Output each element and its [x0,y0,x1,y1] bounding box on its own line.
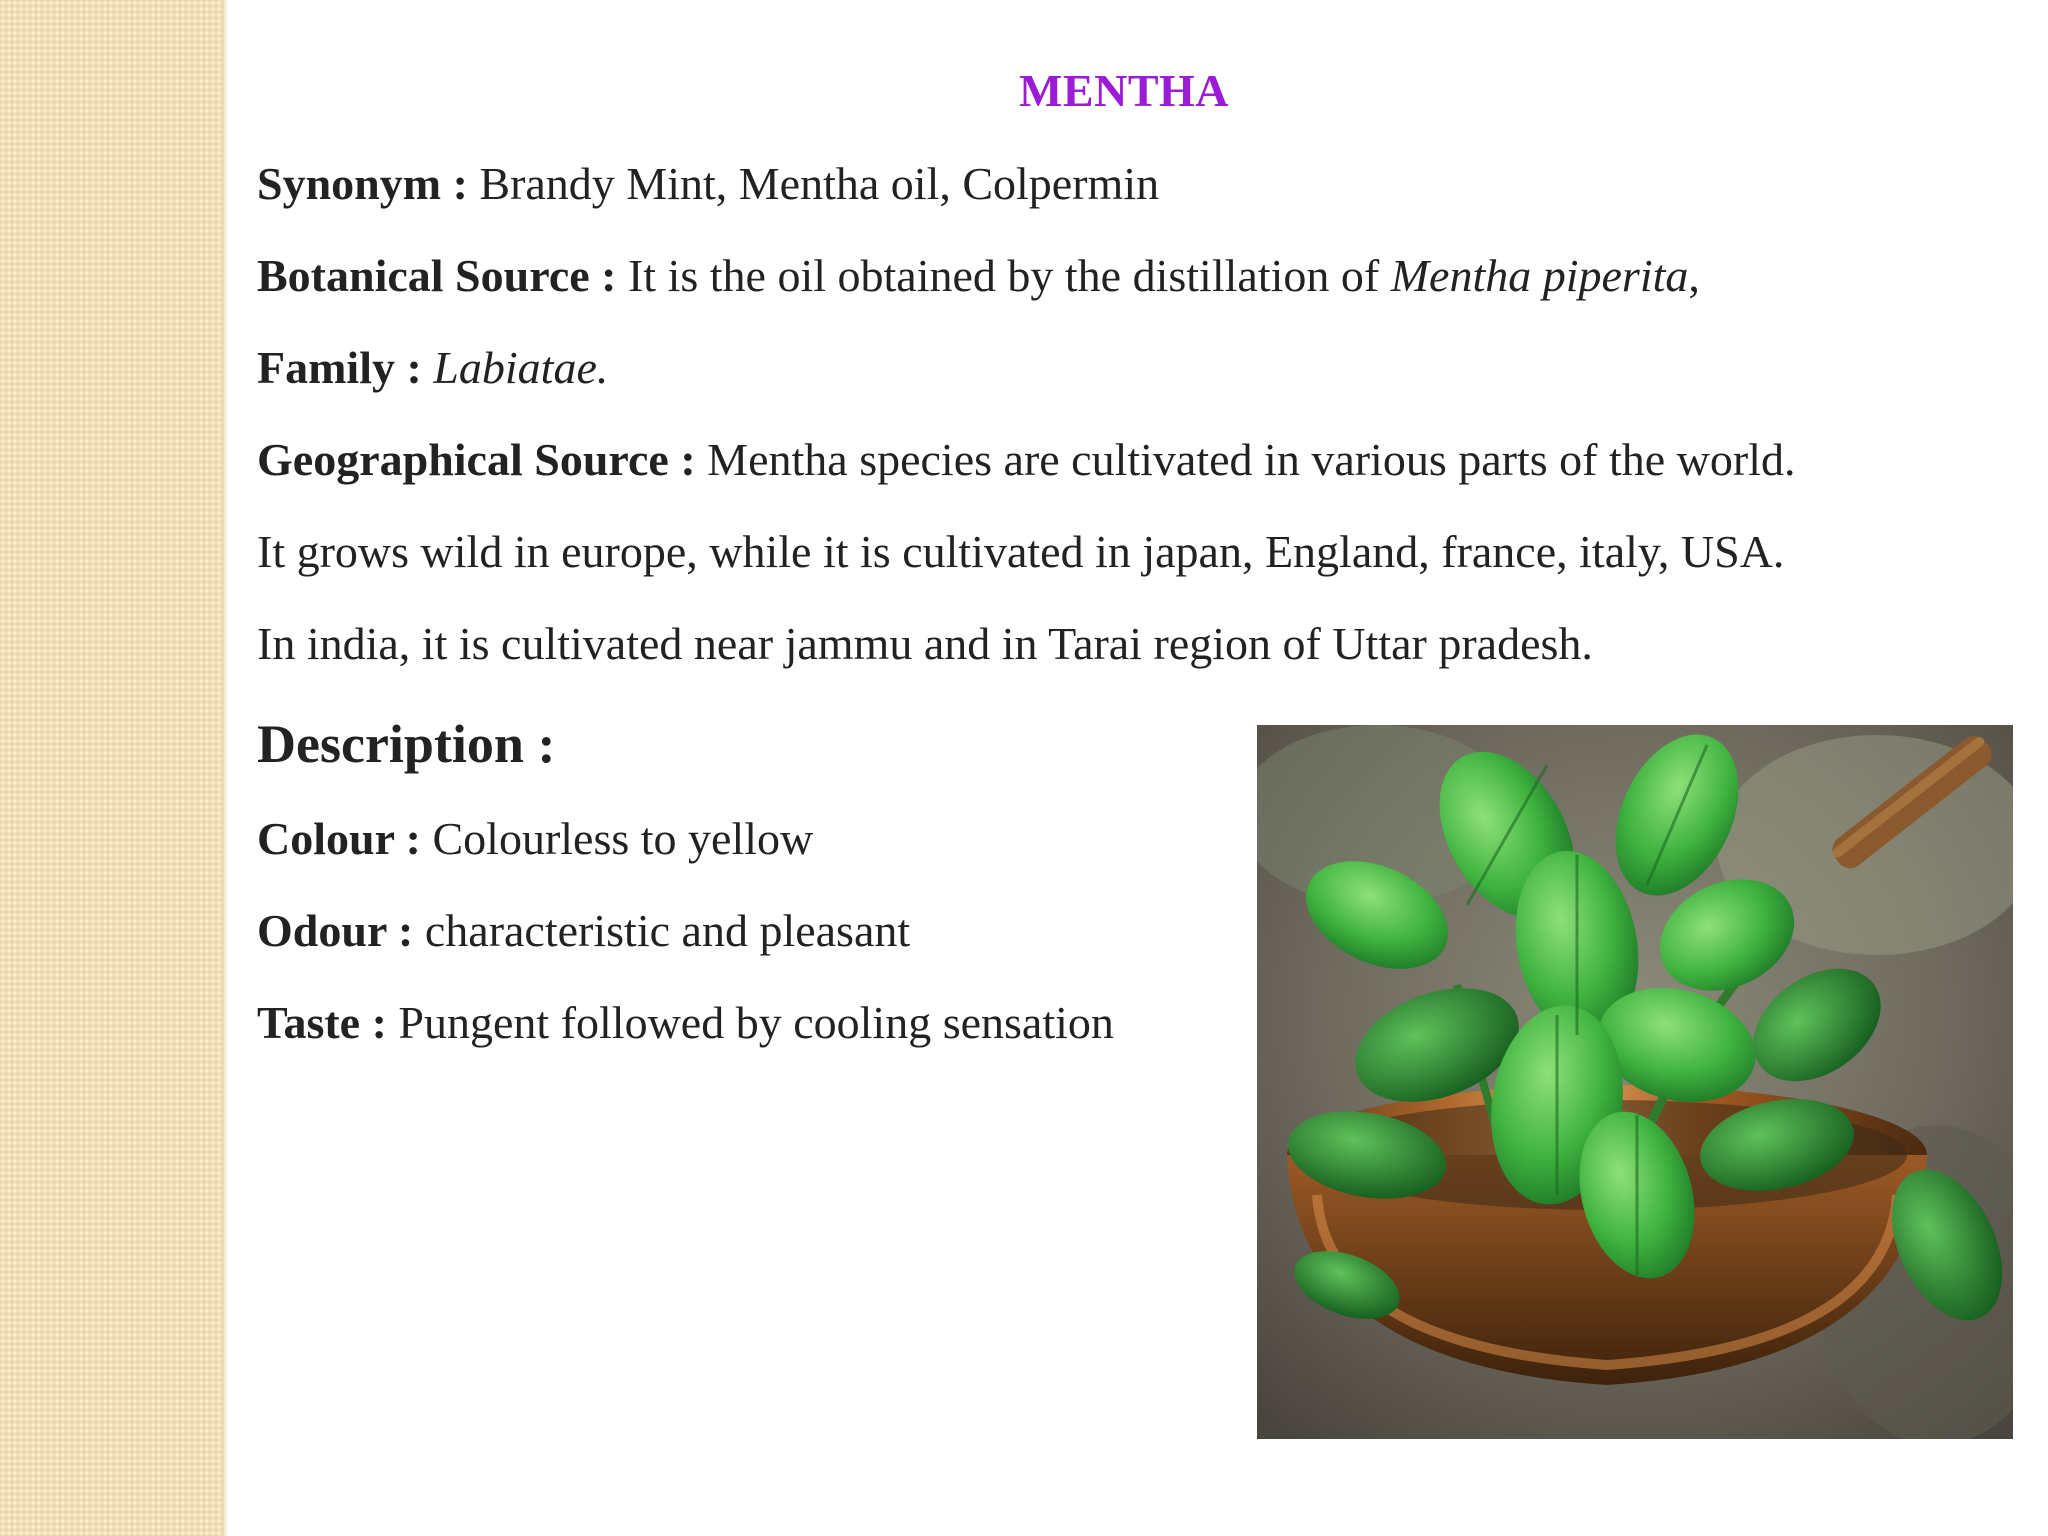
colour-label: Colour : [257,813,421,864]
taste-text: Pungent followed by cooling sensation [386,997,1114,1048]
mint-photo [1257,725,2013,1439]
botanical-source-label: Botanical Source : [257,250,617,301]
synonym-line [257,156,1159,212]
slide-title: MENTHA [1019,65,1229,116]
colour-text: Colourless to yellow [421,813,814,864]
botanical-species: Mentha piperita [1390,250,1689,301]
geographical-source-line-3: In india, it is cultivated near jammu and in Tarai region of Uttar pradesh. [257,618,1593,669]
geographical-source-line-1 [257,432,1796,488]
decorative-side-band [0,0,222,1536]
family-line [257,340,608,396]
botanical-source-line [257,248,1700,304]
odour-text: characteristic and pleasant [413,905,911,956]
geographical-source-line-2: It grows wild in europe, while it is cultivated in japan, England, france, italy, USA. [257,526,1785,577]
botanical-source-after: , [1688,250,1700,301]
botanical-source-text: It is the oil obtained by the distillation of [616,250,1391,301]
description-heading: Description : [257,714,556,774]
synonym-text: Brandy Mint, Mentha oil, Colpermin [467,158,1160,209]
geographical-source-text-1: Mentha species are cultivated in various parts of the world. [695,434,1796,485]
odour-line [257,903,910,959]
taste-line [257,995,1114,1051]
odour-label: Odour : [257,905,414,956]
colour-line [257,811,813,867]
synonym-label: Synonym : [257,158,468,209]
side-band-edge [222,0,228,1536]
taste-label: Taste : [257,997,387,1048]
mint-leaves-illustration [1257,725,2013,1439]
family-label: Family : [257,342,434,393]
geographical-source-label: Geographical Source : [257,434,696,485]
family-value: Labiatae. [433,342,609,393]
